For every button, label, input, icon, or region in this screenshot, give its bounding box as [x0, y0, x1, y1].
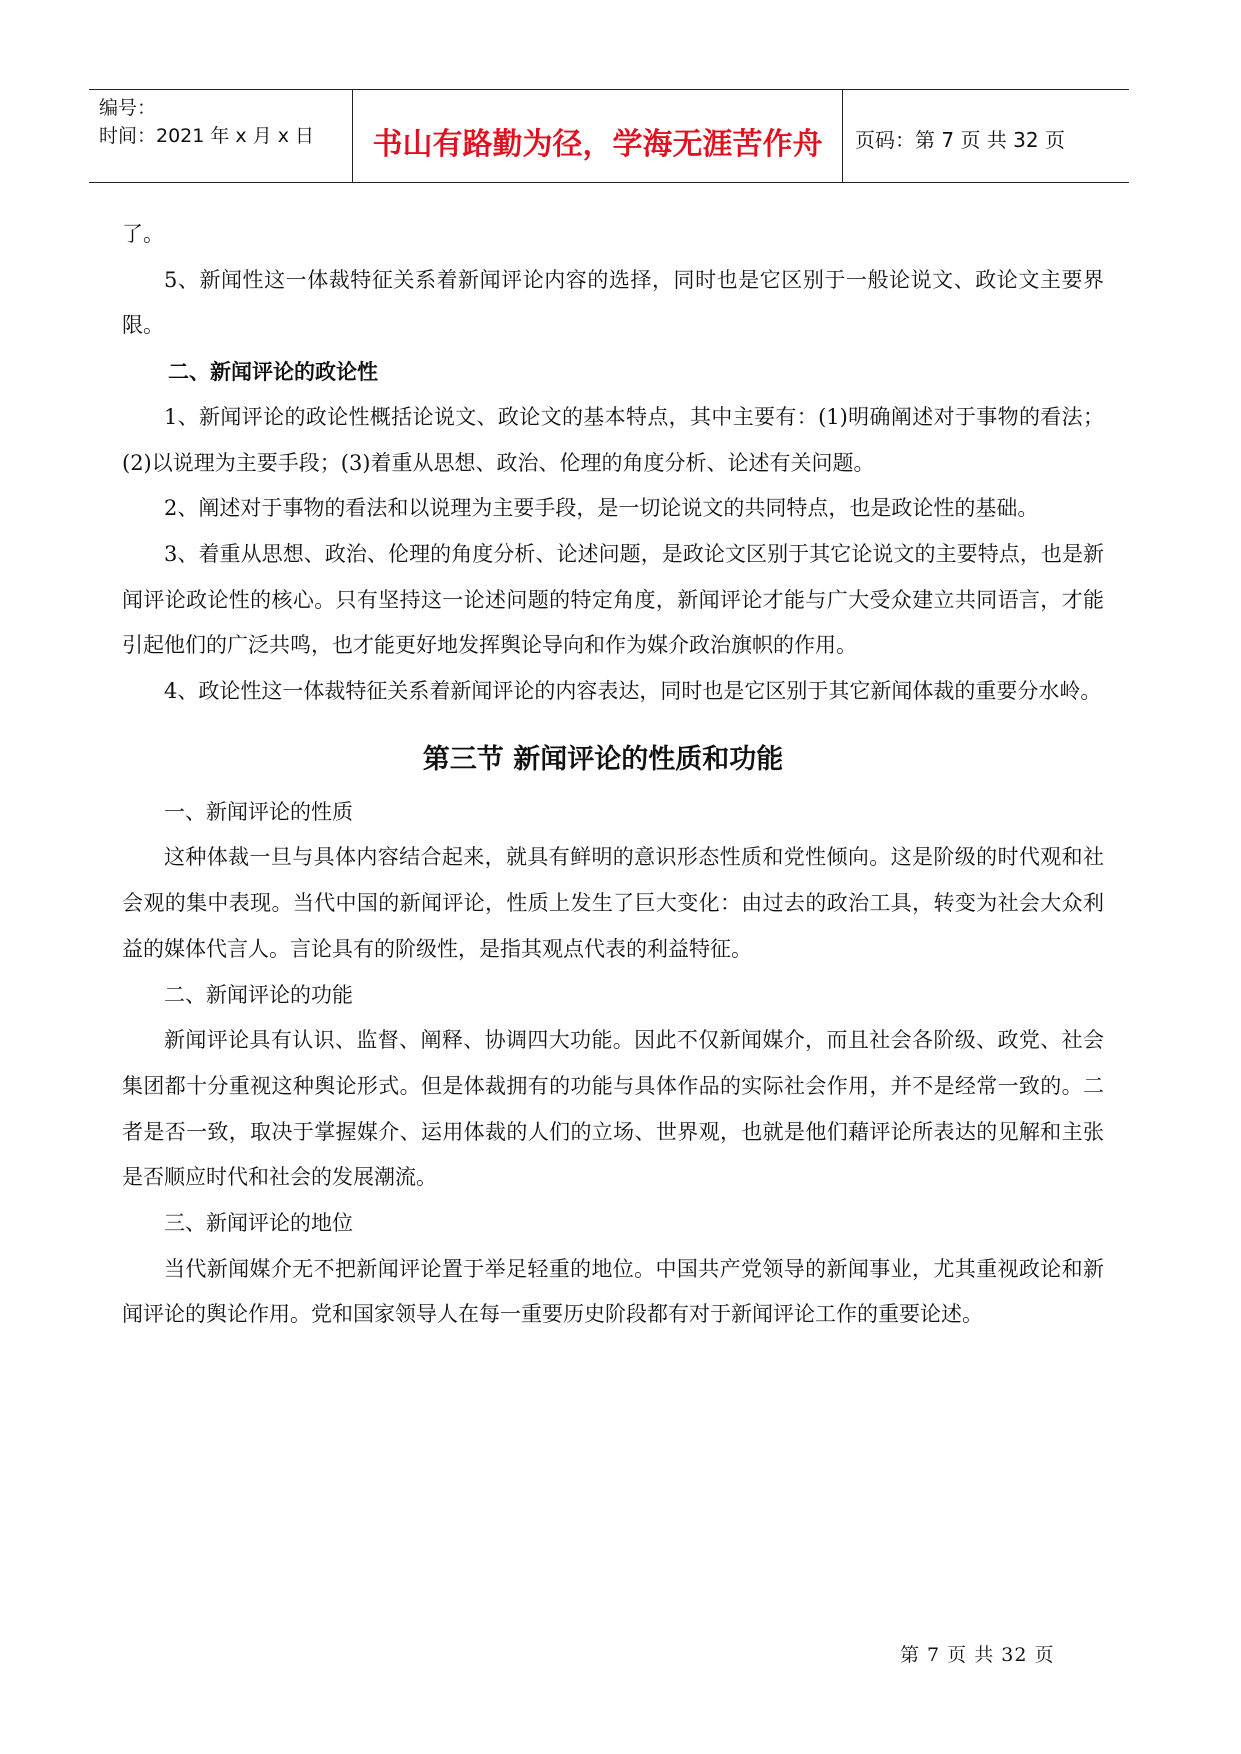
- paragraph: 这种体裁一旦与具体内容结合起来，就具有鲜明的意识形态性质和党性倾向。这是阶级的时代观和社会观的集中表现。当代中国的新闻评论，性质上发生了巨大变化：由过去的政治工具，转变为社会大众利益的媒体代言人。言论具有的阶级性，是指其观点代表的利益特征。: [122, 845, 1104, 961]
- chapter-section-title: 第三节 新闻评论的性质和功能: [422, 743, 784, 775]
- paragraph: 2、阐述对于事物的看法和以说理为主要手段，是一切论说文的共同特点，也是政论性的基础。: [164, 496, 1039, 521]
- header-meta-cell: [89, 90, 353, 182]
- document-body: [122, 212, 1104, 1338]
- paragraph: 5、新闻性这一体裁特征关系着新闻评论内容的选择，同时也是它区别于一般论说文、政论文主要界限。: [122, 267, 1104, 338]
- subheading: 三、新闻评论的地位: [164, 1211, 353, 1236]
- section-heading: 二、新闻评论的政论性: [168, 359, 378, 385]
- document-time-label: 时间：2021 年 x 月 x 日: [99, 125, 315, 147]
- header-motto: 书山有路勤为径，学海无涯苦作舟: [372, 127, 823, 162]
- document-number-label: 编号：: [99, 97, 157, 119]
- subheading: 一、新闻评论的性质: [164, 799, 353, 824]
- paragraph: 4、政论性这一体裁特征关系着新闻评论的内容表达，同时也是它区别于其它新闻体裁的重要分水岭。: [164, 679, 1102, 704]
- footer-page-number: 第 7 页 共 32 页: [900, 1644, 1055, 1666]
- paragraph: 当代新闻媒介无不把新闻评论置于举足轻重的地位。中国共产党领导的新闻事业，尤其重视政论和新闻评论的舆论作用。党和国家领导人在每一重要历史阶段都有对于新闻评论工作的重要论述。: [122, 1256, 1104, 1327]
- paragraph: 新闻评论具有认识、监督、阐释、协调四大功能。因此不仅新闻媒介，而且社会各阶级、政党、社会集团都十分重视这种舆论形式。但是体裁拥有的功能与具体作品的实际社会作用，并不是经常一致的。二者是否一致，取决于掌握媒介、运用体裁的人们的立场、世界观，也就是他们藉评论所表达的见解和主张是否顺应时代和社会的发展潮流。: [122, 1028, 1104, 1190]
- subheading: 二、新闻评论的功能: [164, 982, 353, 1007]
- header-table: [89, 89, 1129, 183]
- paragraph: 1、新闻评论的政论性概括论说文、政论文的基本特点，其中主要有：(1)明确阐述对于事物的看法；(2)以说理为主要手段；(3)着重从思想、政治、伦理的角度分析、论述有关问题。: [122, 404, 1104, 475]
- paragraph: 了。: [122, 222, 164, 246]
- header-page-cell: [843, 90, 1129, 182]
- paragraph: 3、着重从思想、政治、伦理的角度分析、论述问题，是政论文区别于其它论说文的主要特点，也是新闻评论政论性的核心。只有坚持这一论述问题的特定角度，新闻评论才能与广大受众建立共同语言，才能引起他们的广泛共鸣，也才能更好地发挥舆论导向和作为媒介政治旗帜的作用。: [122, 541, 1104, 658]
- header-motto-cell: [353, 90, 843, 182]
- header-page-info: 页码：第 7 页 共 32 页: [855, 127, 1065, 152]
